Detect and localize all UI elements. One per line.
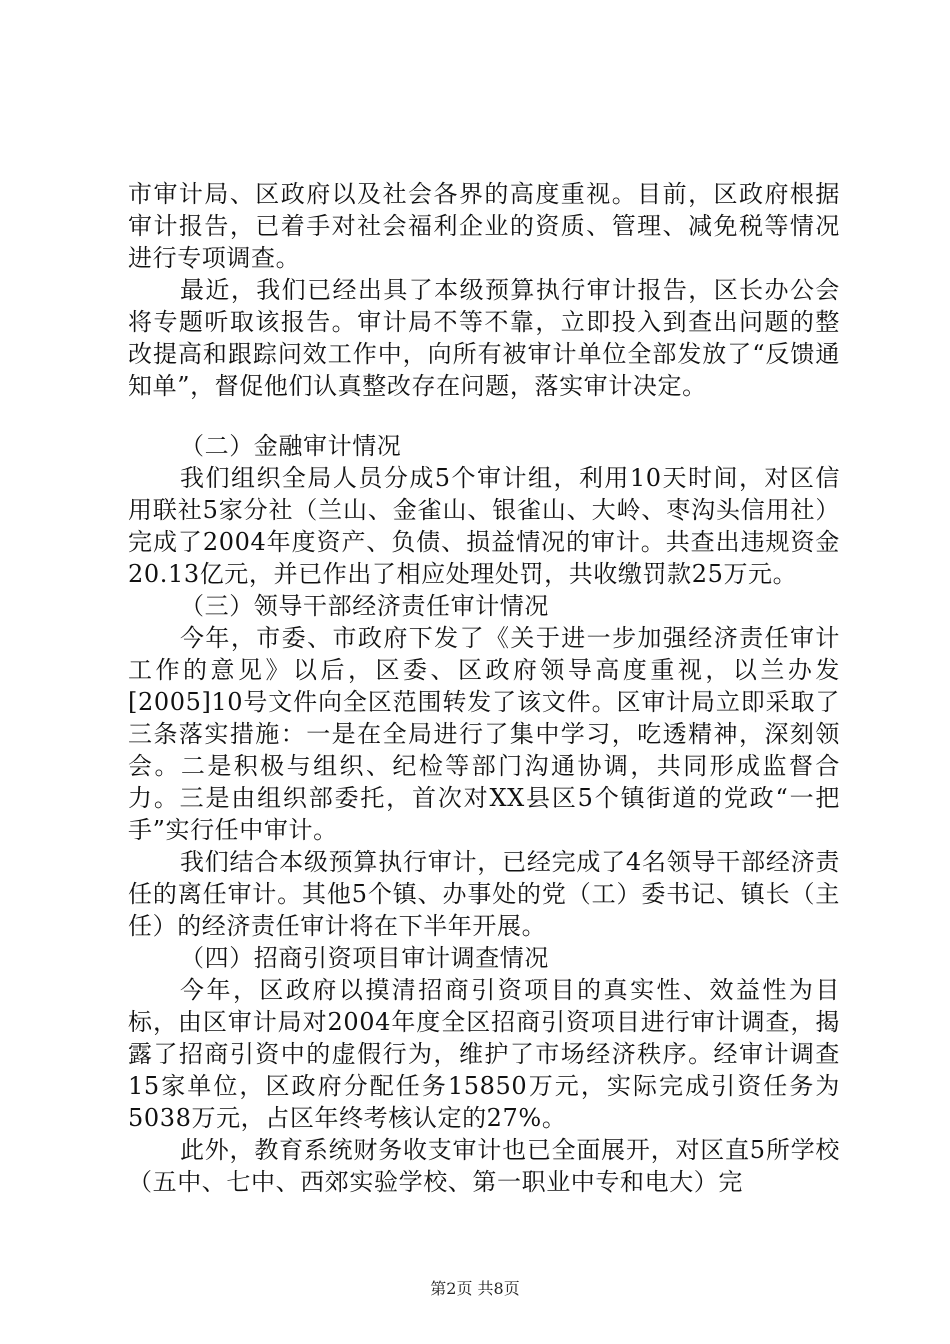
paragraph-continued: 市审计局、区政府以及社会各界的高度重视。目前，区政府根据审计报告，已着手对社会福利企业的资质、管理、减免税等情况进行专项调查。 bbox=[128, 180, 840, 272]
section-heading-investment-audit: （四）招商引资项目审计调查情况 bbox=[180, 944, 549, 972]
paragraph: 最近，我们已经出具了本级预算执行审计报告，区长办公会将专题听取该报告。审计局不等不靠，立即投入到查出问题的整改提高和跟踪问效工作中，向所有被审计单位全部发放了“反馈通知单”，督促他们认真整改存在问题，落实审计决定。 bbox=[128, 276, 840, 400]
section-heading-leader-audit: （三）领导干部经济责任审计情况 bbox=[180, 592, 549, 620]
paragraph: 我们结合本级预算执行审计，已经完成了4名领导干部经济责任的离任审计。其他5个镇、办事处的党（工）委书记、镇长（主任）的经济责任审计将在下半年开展。 bbox=[128, 848, 840, 940]
paragraph: 今年，市委、市政府下发了《关于进一步加强经济责任审计工作的意见》以后，区委、区政府领导高度重视，以兰办发[2005]10号文件向全区范围转发了该文件。区审计局立即采取了三条落实措施：一是在全局进行了集中学习，吃透精神，深刻领会。二是积极与组织、纪检等部门沟通协调，共同形成监督合力。三是由组织部委托，首次对XX县区5个镇街道的党政“一把手”实行任中审计。 bbox=[128, 624, 840, 844]
section-heading-finance-audit: （二）金融审计情况 bbox=[180, 432, 402, 460]
document-body bbox=[128, 178, 840, 1198]
page-number: 第2页 共8页 bbox=[430, 1279, 520, 1298]
paragraph: 今年，区政府以摸清招商引资项目的真实性、效益性为目标，由区审计局对2004年度全区招商引资项目进行审计调查，揭露了招商引资中的虚假行为，维护了市场经济秩序。经审计调查15家单位，区政府分配任务15850万元，实际完成引资任务为5038万元，占区年终考核认定的27%。 bbox=[128, 976, 840, 1132]
paragraph: 我们组织全局人员分成5个审计组，利用10天时间，对区信用联社5家分社（兰山、金雀山、银雀山、大岭、枣沟头信用社）完成了2004年度资产、负债、损益情况的审计。共查出违规资金20.13亿元，并已作出了相应处理处罚，共收缴罚款25万元。 bbox=[128, 464, 840, 588]
paragraph: 此外，教育系统财务收支审计也已全面展开，对区直5所学校（五中、七中、西郊实验学校、第一职业中专和电大）完 bbox=[128, 1136, 840, 1196]
